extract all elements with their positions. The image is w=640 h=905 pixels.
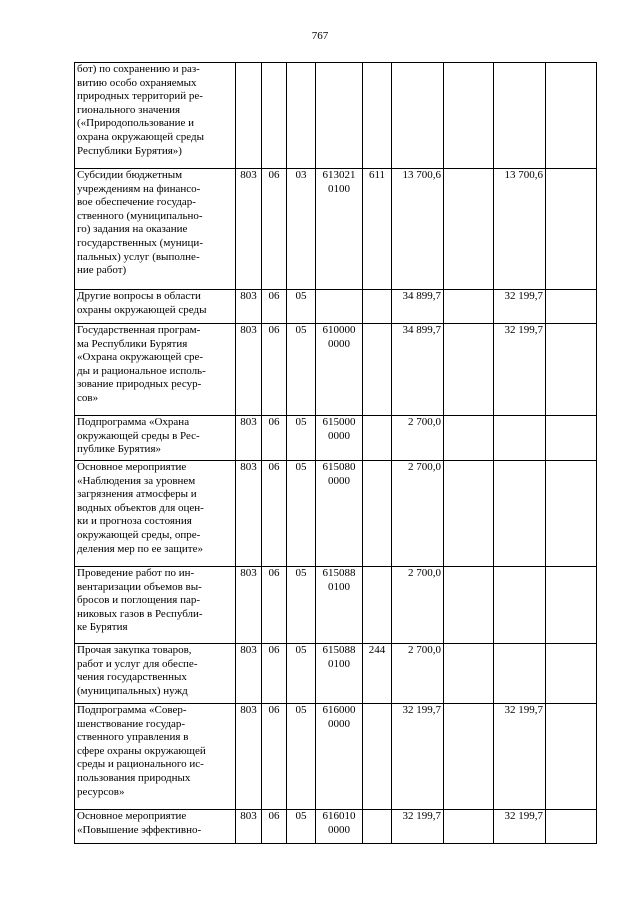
cell-vr [363, 810, 392, 844]
cell-sum2 [444, 324, 494, 416]
cell-sum4 [546, 290, 597, 324]
cell-sum2 [444, 169, 494, 290]
cell-sum1: 13 700,6 [392, 169, 444, 290]
cell-name [75, 290, 236, 324]
cell-name [75, 169, 236, 290]
name-line: Основное мероприятие [77, 810, 187, 822]
cell-sum2 [444, 704, 494, 810]
table-row [75, 324, 597, 416]
name-line: «Охрана окружающей сре- [77, 351, 204, 364]
name-line: шенствование государ- [77, 717, 186, 730]
cell-gr: 803 [236, 324, 262, 416]
name-line: окружающей среды, опре- [77, 528, 201, 541]
table-row [75, 567, 597, 644]
name-line: («Природопользование и [77, 117, 195, 130]
cell-vr [363, 461, 392, 567]
cell-sum1: 2 700,0 [392, 567, 444, 644]
cell-cs: 615088 0100 [316, 567, 363, 644]
cell-cs: 613021 0100 [316, 169, 363, 290]
cell-sum4 [546, 63, 597, 169]
cell-rz [262, 63, 287, 169]
cell-sum4 [546, 567, 597, 644]
name-line: публике Бурятия» [77, 443, 161, 456]
cell-sum2 [444, 63, 494, 169]
name-line: ственного (муниципально- [77, 209, 203, 222]
cell-sum1: 34 899,7 [392, 290, 444, 324]
name-line: вентаризации объемов вы- [77, 580, 202, 593]
cell-sum3: 32 199,7 [494, 290, 546, 324]
name-line: го) задания на оказание [77, 223, 188, 236]
cell-sum1: 32 199,7 [392, 810, 444, 844]
name-line: государственных (муници- [77, 236, 203, 249]
name-line: вое обеспечение государ- [77, 196, 196, 209]
cell-name [75, 63, 236, 169]
cell-pr [287, 63, 316, 169]
cell-sum1 [392, 63, 444, 169]
name-line: сов» [77, 391, 99, 404]
name-line: чения государственных [77, 671, 187, 684]
table-row [75, 810, 597, 844]
cell-rz: 06 [262, 169, 287, 290]
cell-name [75, 324, 236, 416]
name-line: ма Республики Бурятия [77, 337, 188, 350]
budget-table [74, 62, 597, 844]
cell-name [75, 416, 236, 461]
table-row [75, 63, 597, 169]
cell-gr: 803 [236, 416, 262, 461]
cell-sum2 [444, 810, 494, 844]
cell-cs: 615080 0000 [316, 461, 363, 567]
cell-cs [316, 290, 363, 324]
cell-sum1: 34 899,7 [392, 324, 444, 416]
cell-gr: 803 [236, 461, 262, 567]
table-row [75, 461, 597, 567]
name-line: ресурсов» [77, 785, 125, 798]
name-line: водных объектов для оцен- [77, 501, 204, 514]
cell-vr [363, 63, 392, 169]
cell-sum3: 13 700,6 [494, 169, 546, 290]
name-line: Подпрограмма «Охрана [77, 416, 190, 428]
cell-sum4 [546, 416, 597, 461]
name-line: пальных) услуг (выполне- [77, 250, 200, 263]
name-line: бот) по сохранению и раз- [77, 63, 200, 75]
cell-sum3: 32 199,7 [494, 324, 546, 416]
cell-pr: 05 [287, 324, 316, 416]
cell-sum4 [546, 644, 597, 704]
name-line: загрязнения атмосферы и [77, 488, 197, 501]
name-line: Подпрограмма «Совер- [77, 704, 187, 716]
cell-sum4 [546, 704, 597, 810]
cell-gr: 803 [236, 810, 262, 844]
cell-sum3 [494, 644, 546, 704]
name-line: окружающей среды в Рес- [77, 429, 200, 442]
cell-sum2 [444, 290, 494, 324]
cell-name [75, 461, 236, 567]
cell-vr [363, 324, 392, 416]
cell-vr [363, 567, 392, 644]
cell-vr [363, 416, 392, 461]
name-line: охрана окружающей среды [77, 130, 204, 143]
name-line: работ и услуг для обеспе- [77, 657, 198, 670]
name-line: гионального значения [77, 103, 181, 116]
cell-sum4 [546, 461, 597, 567]
name-line: ды и рациональное исполь- [77, 364, 206, 377]
name-line: (муниципальных) нужд [77, 684, 188, 697]
cell-pr: 03 [287, 169, 316, 290]
cell-gr: 803 [236, 290, 262, 324]
cell-sum4 [546, 169, 597, 290]
cell-name [75, 567, 236, 644]
cell-sum3 [494, 416, 546, 461]
cell-sum3: 32 199,7 [494, 704, 546, 810]
cell-pr: 05 [287, 290, 316, 324]
cell-rz: 06 [262, 644, 287, 704]
cell-rz: 06 [262, 324, 287, 416]
cell-rz: 06 [262, 461, 287, 567]
cell-sum2 [444, 461, 494, 567]
cell-name [75, 704, 236, 810]
name-line: деления мер по ее защите» [77, 542, 203, 555]
cell-rz: 06 [262, 567, 287, 644]
cell-sum1: 2 700,0 [392, 416, 444, 461]
cell-gr: 803 [236, 567, 262, 644]
cell-sum1: 2 700,0 [392, 461, 444, 567]
cell-vr [363, 290, 392, 324]
cell-sum3 [494, 63, 546, 169]
cell-pr: 05 [287, 461, 316, 567]
table-row [75, 644, 597, 704]
cell-sum4 [546, 810, 597, 844]
cell-pr: 05 [287, 810, 316, 844]
name-line: сфере охраны окружающей [77, 744, 206, 757]
cell-rz: 06 [262, 810, 287, 844]
cell-sum2 [444, 644, 494, 704]
name-line: ственного управления в [77, 731, 189, 744]
cell-pr: 05 [287, 567, 316, 644]
name-line: витию особо охраняемых [77, 76, 197, 89]
name-line: Основное мероприятие [77, 461, 187, 473]
cell-sum1: 2 700,0 [392, 644, 444, 704]
name-line: охраны окружающей среды [77, 303, 207, 316]
cell-gr: 803 [236, 169, 262, 290]
name-line: среды и рационального ис- [77, 758, 204, 771]
name-line: природных территорий ре- [77, 90, 203, 103]
cell-vr: 611 [363, 169, 392, 290]
cell-gr: 803 [236, 644, 262, 704]
name-line: никовых газов в Республи- [77, 607, 203, 620]
cell-cs: 616000 0000 [316, 704, 363, 810]
table-row [75, 169, 597, 290]
name-line: ке Бурятия [77, 621, 128, 634]
cell-name [75, 810, 236, 844]
name-line: «Повышение эффективно- [77, 823, 202, 836]
cell-pr: 05 [287, 704, 316, 810]
cell-gr: 803 [236, 704, 262, 810]
name-line: зование природных ресур- [77, 378, 202, 391]
name-line: Государственная програм- [77, 324, 201, 336]
name-line: ки и прогноза состояния [77, 515, 192, 528]
cell-name [75, 644, 236, 704]
cell-vr [363, 704, 392, 810]
cell-vr: 244 [363, 644, 392, 704]
cell-rz: 06 [262, 416, 287, 461]
cell-rz: 06 [262, 290, 287, 324]
table-row [75, 416, 597, 461]
name-line: бросов и поглощения пар- [77, 594, 201, 607]
name-line: пользования природных [77, 771, 191, 784]
cell-cs: 615088 0100 [316, 644, 363, 704]
cell-sum2 [444, 416, 494, 461]
cell-sum3 [494, 567, 546, 644]
cell-sum3: 32 199,7 [494, 810, 546, 844]
name-line: Субсидии бюджетным [77, 169, 183, 181]
name-line: Республики Бурятия») [77, 144, 182, 157]
name-line: «Наблюдения за уровнем [77, 474, 196, 487]
cell-sum4 [546, 324, 597, 416]
cell-cs: 610000 0000 [316, 324, 363, 416]
cell-gr [236, 63, 262, 169]
name-line: ние работ) [77, 264, 127, 277]
table-row [75, 290, 597, 324]
cell-cs [316, 63, 363, 169]
cell-pr: 05 [287, 416, 316, 461]
cell-sum2 [444, 567, 494, 644]
name-line: Другие вопросы в области [77, 290, 201, 302]
page-number: 767 [311, 30, 329, 42]
cell-cs: 616010 0000 [316, 810, 363, 844]
cell-sum3 [494, 461, 546, 567]
cell-rz: 06 [262, 704, 287, 810]
name-line: Прочая закупка товаров, [77, 644, 192, 656]
name-line: Проведение работ по ин- [77, 567, 195, 579]
table-row [75, 704, 597, 810]
cell-pr: 05 [287, 644, 316, 704]
name-line: учреждениям на финансо- [77, 182, 201, 195]
cell-cs: 615000 0000 [316, 416, 363, 461]
cell-sum1: 32 199,7 [392, 704, 444, 810]
